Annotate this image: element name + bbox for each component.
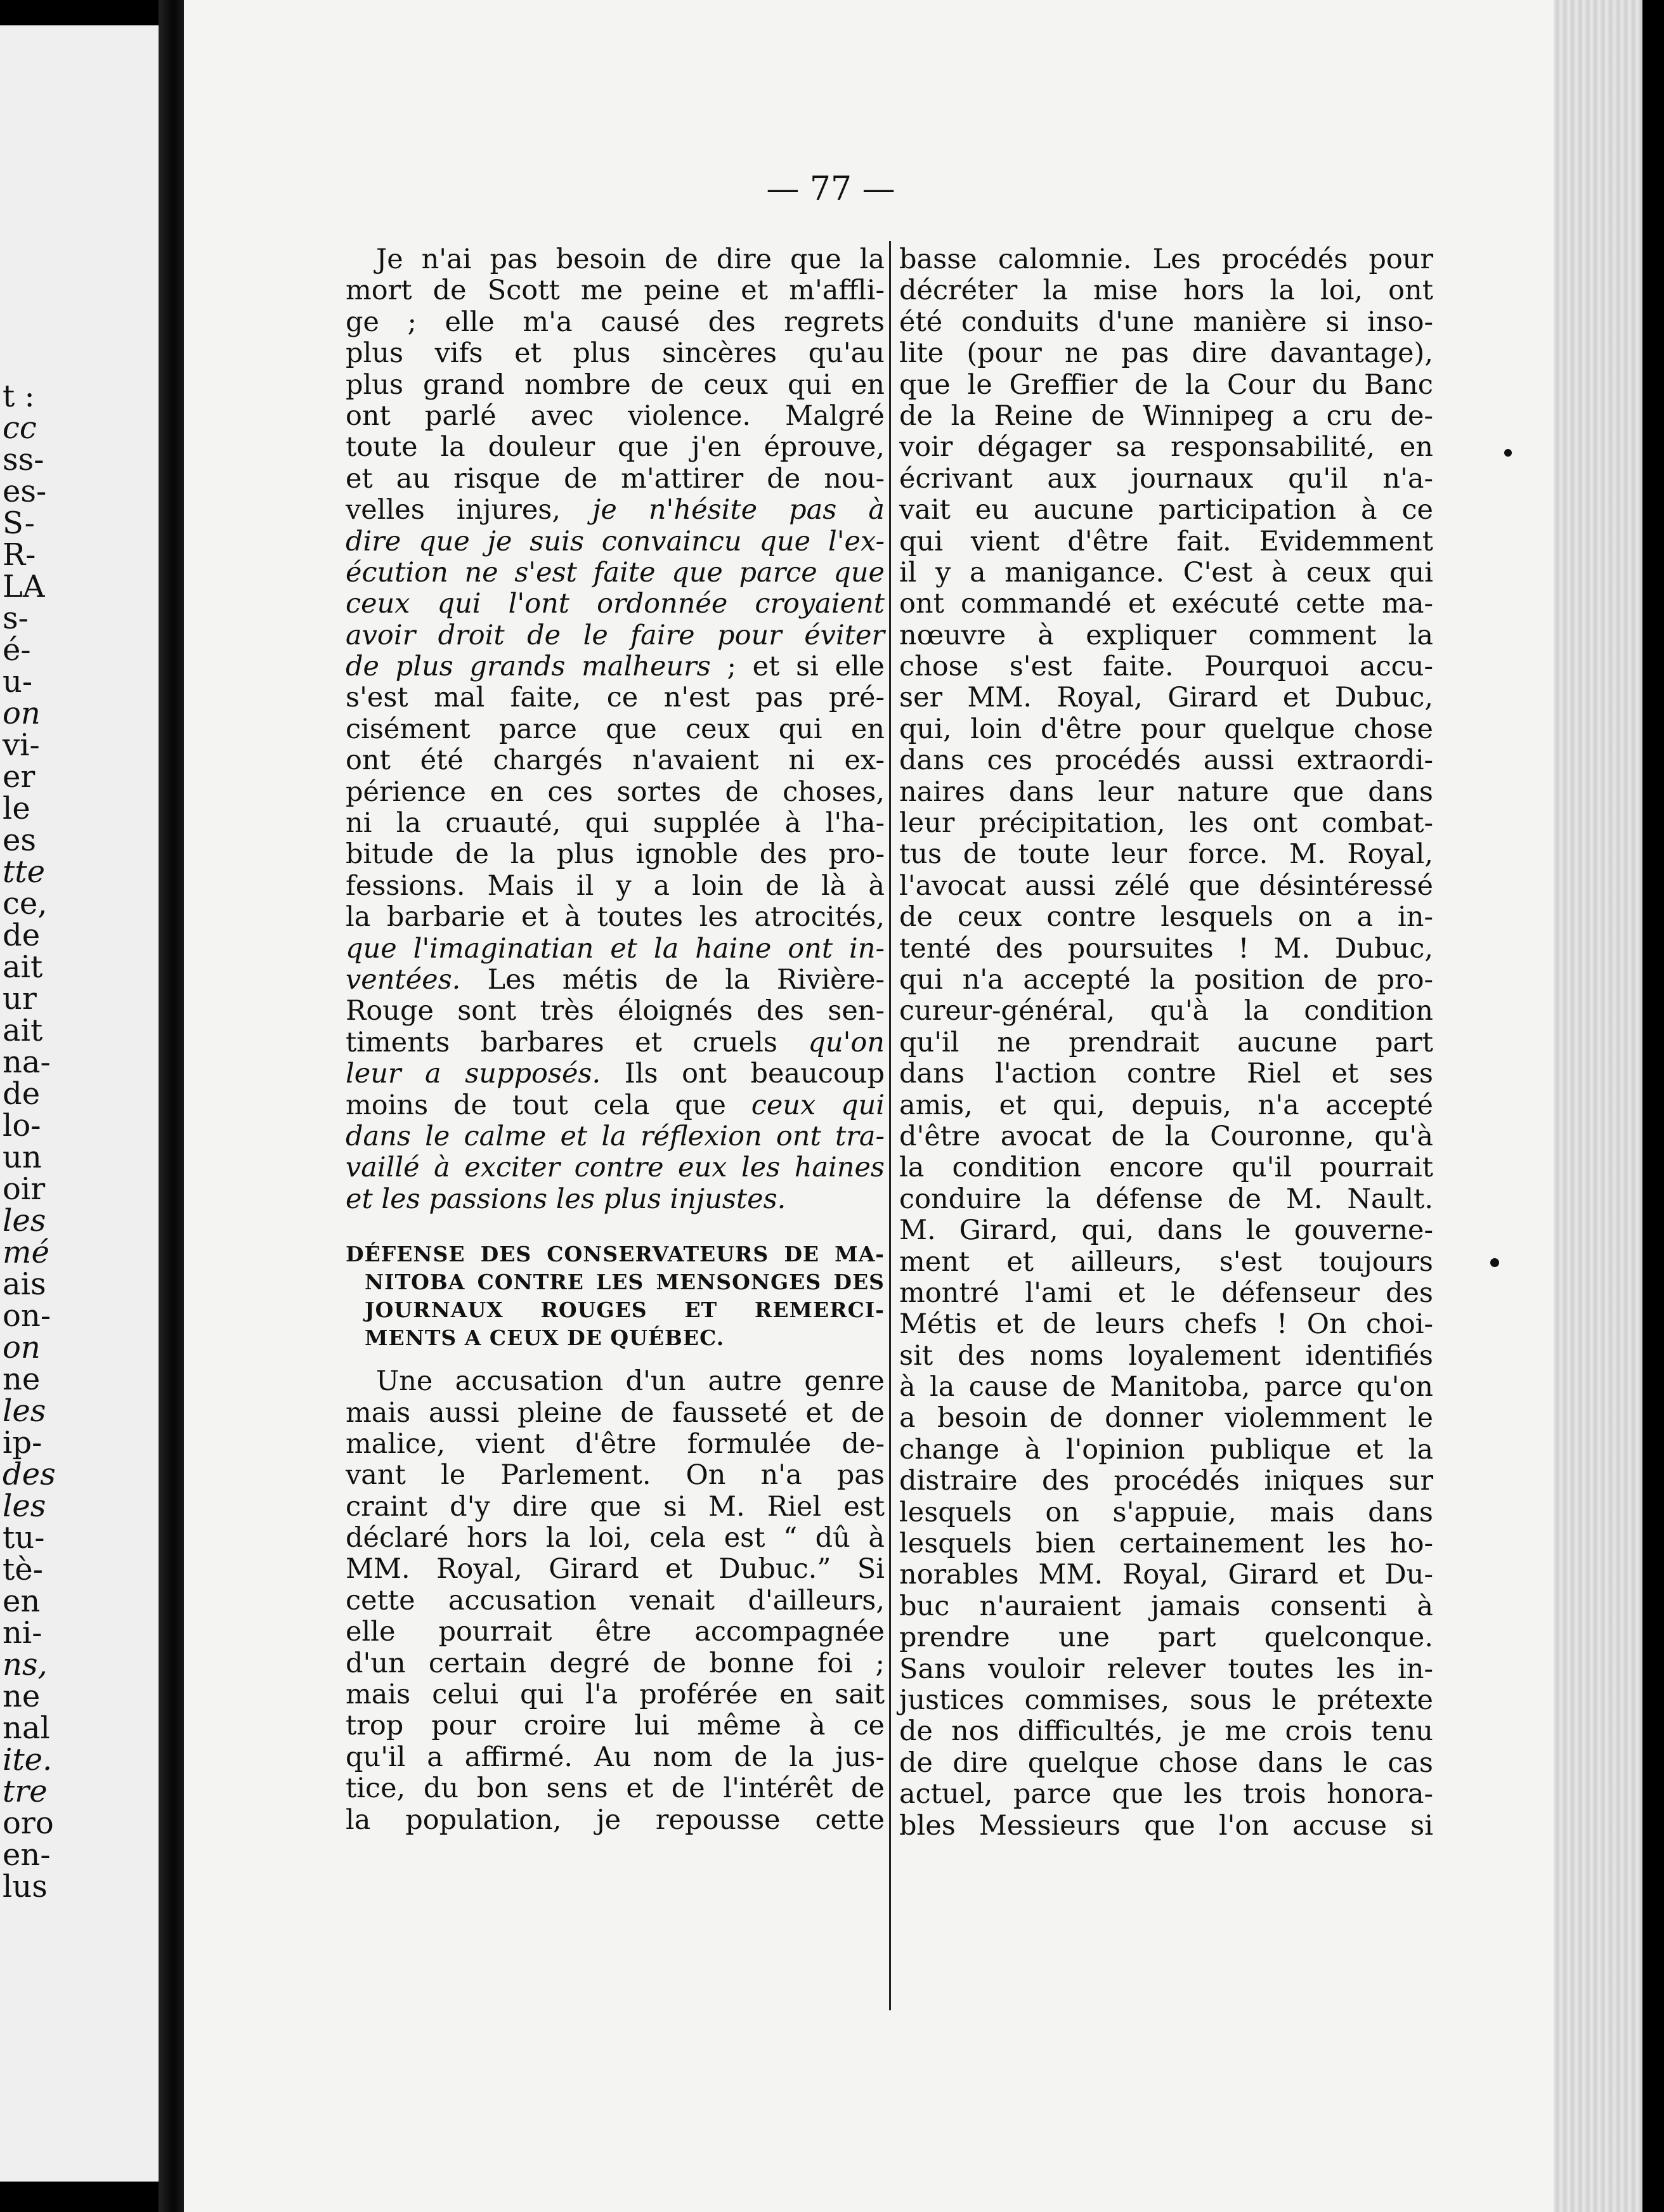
text: craint d'y dire que si M. Riel est [346,1490,885,1523]
text: cisément parce que ceux qui en [346,713,885,745]
text: lite (pour ne pas dire davantage), [899,337,1433,370]
text: toute la douleur que j'en éprouve, [346,431,885,464]
text-line [346,651,885,682]
text: naires dans leur nature que dans [899,776,1433,808]
text: Métis et de leurs chefs ! On choi- [899,1308,1433,1341]
text: ont parlé avec violence. Malgré [346,400,885,432]
text: dans ces procédés aussi extraordi- [899,745,1433,777]
text: mais celui qui l'a proférée en sait [346,1679,885,1711]
text: vait eu aucune participation à ce [899,494,1433,526]
text: prendre une part quelconque. [899,1622,1433,1654]
facing-page-text-fragments [3,381,56,1903]
italic-text: avoir droit de le faire pour éviter [346,619,885,651]
facing-page-fragment-line: S- [3,505,35,541]
text: Une accusation d'un autre genre [376,1365,885,1398]
text: de la Reine de Winnipeg a cru de- [899,400,1433,432]
text-line [899,1528,1433,1559]
text: d'un certain degré de bonne foi ; [346,1647,885,1679]
text-line [899,1716,1433,1747]
text-line [346,996,885,1027]
text-line [346,1617,885,1648]
text-line [346,1027,885,1058]
text: conduire la défense de M. Nault. [899,1183,1433,1215]
italic-text: dire que je suis convaincu que l'ex- [346,525,885,557]
text-line [899,1559,1433,1591]
text-line [899,1811,1433,1842]
text: MM. Royal, Girard et Dubuc.” Si [346,1553,885,1585]
text: de ceux contre lesquels on a in- [899,901,1433,934]
text-line [899,1278,1433,1309]
facing-page-fragment-line: de [3,918,41,953]
text: ser MM. Royal, Girard et Dubuc, [899,682,1433,714]
text: cureur-général, qu'à la condition [899,995,1433,1027]
text-line [899,244,1433,275]
text-line [899,401,1433,432]
facing-page-fragment-line: de [3,1076,41,1112]
text-line [346,934,885,965]
text-line [346,745,885,776]
facing-page-fragment-line: en [3,1584,41,1619]
text-line [899,871,1433,902]
text-line [899,1622,1433,1653]
facing-page-fragment-line: des [3,1457,56,1492]
italic-text: de plus grands malheurs [346,651,711,683]
text: de nos difficultés, je me crois tenu [899,1715,1433,1748]
text: tus de toute leur force. M. Royal, [899,838,1433,871]
text: déclaré hors la loi, cela est “ dû à [346,1522,885,1554]
text-line [346,1429,885,1460]
text: Les métis de la Rivière- [460,963,885,996]
text-line [899,589,1433,620]
facing-page-fragment-line: lo- [3,1108,41,1143]
text: qu'il ne prendrait aucune part [899,1026,1433,1058]
page-edges [1554,0,1642,2212]
text-line [899,839,1433,870]
text: velles injures, [346,494,593,526]
facing-page-fragment-line: lus [3,1869,48,1904]
text-column-left [346,244,885,1836]
text-line [899,682,1433,713]
facing-page-fragment-line: ni- [3,1615,42,1651]
facing-page-fragment-line: LA [3,569,45,604]
text-line [346,244,885,275]
text-line [346,714,885,745]
text-line [346,495,885,526]
facing-page-fragment-line: ur [3,981,37,1017]
text: justices commises, sous le prétexte [899,1684,1433,1716]
text: ge ; elle m'a causé des regrets [346,306,885,338]
text: norables MM. Royal, Girard et Du- [899,1559,1433,1591]
text-line [346,1366,885,1397]
text-line [899,1685,1433,1716]
italic-text: leur a supposés. [346,1058,601,1090]
text-line [899,1341,1433,1372]
text: mort de Scott me peine et m'affli- [346,275,885,307]
text: amis, et qui, depuis, n'a accepté [899,1089,1433,1121]
facing-page-fragment-line: oir [3,1171,46,1207]
facing-page-fragment-line: s- [3,601,29,636]
text: Ils ont beaucoup [601,1058,885,1090]
text: cette accusation venait d'ailleurs, [346,1584,885,1617]
text: sit des noms loyalement identifiés [899,1339,1433,1372]
text: Je n'ai pas besoin de dire que la [376,244,885,275]
facing-page-fragment-line: ss- [3,442,44,478]
text: plus vifs et plus sincères qu'au [346,337,885,370]
text: trop pour croire lui même à ce [346,1710,885,1742]
text: dans l'action contre Riel et ses [899,1058,1433,1090]
text-line [346,526,885,557]
facing-page-fragment-line: le [3,791,30,826]
text-line [899,370,1433,401]
section-heading-line: NITOBA CONTRE LES MENSONGES DES [365,1270,885,1295]
text: mais aussi pleine de fausseté et de [346,1396,885,1429]
italic-text: que l'imaginatian et la haine ont in- [346,932,885,965]
text-line [899,307,1433,338]
facing-page-fragment-line: ip- [3,1425,42,1461]
text-line [899,1466,1433,1497]
text-line [899,275,1433,306]
text: écrivant aux journaux qu'il n'a- [899,462,1433,495]
text-line [346,557,885,589]
text: actuel, parce que les trois honora- [899,1778,1433,1811]
italic-text: et les passions les plus injustes. [346,1183,786,1215]
text: il y a manigance. C'est à ceux qui [899,556,1433,589]
text-line [346,1773,885,1804]
text: à la cause de Manitoba, parce qu'on [899,1371,1433,1403]
text-line [899,1184,1433,1215]
text-line [899,745,1433,776]
facing-page-fragment-line: oro [3,1805,54,1841]
text: ment et ailleurs, s'est toujours [899,1246,1433,1278]
text-line [899,620,1433,651]
text-line [346,1679,885,1710]
text-line [346,902,885,933]
text-line [899,1591,1433,1622]
facing-page-fragment-line: mé [3,1235,49,1270]
text-line [346,777,885,808]
text: voir dégager sa responsabilité, en [899,431,1433,464]
facing-page-fragment-line: ais [3,1266,46,1302]
text: et au risque de m'attirer de nou- [346,462,885,495]
text-line [346,871,885,902]
text-line [899,464,1433,495]
text-line [899,965,1433,996]
text-line [899,338,1433,369]
text-line [346,1460,885,1491]
text: tenté des poursuites ! M. Dubuc, [899,932,1433,965]
text-line [899,934,1433,965]
italic-text: ventées. [346,963,461,996]
facing-page-fragment-line: les [3,1203,46,1239]
text: que le Greffier de la Cour du Banc [899,368,1433,401]
italic-text: vaillé à exciter contre eux les haines [346,1152,885,1184]
text: basse calomnie. Les procédés pour [899,244,1433,275]
facing-page-fragment-line: les [3,1488,46,1524]
facing-page-fragment-line: les [3,1393,46,1429]
text: lesquels on s'appuie, mais dans [899,1496,1433,1528]
text: qui n'a accepté la position de pro- [899,963,1433,996]
text: plus grand nombre de ceux qui en [346,368,885,401]
text: s'est mal faite, ce n'est pas pré- [346,682,885,714]
text-line [346,401,885,432]
text-line [346,1121,885,1152]
text-line [899,1497,1433,1528]
text-line [346,589,885,620]
text: chose s'est faite. Pourquoi accu- [899,651,1433,683]
text-line [346,275,885,306]
text-line [346,1648,885,1679]
text: ont été chargés n'avaient ni ex- [346,745,885,777]
text-line [899,1090,1433,1121]
text-line [899,902,1433,933]
text-line [899,996,1433,1027]
text: ont commandé et exécuté cette ma- [899,588,1433,620]
text: malice, vient d'être formulée de- [346,1428,885,1460]
text-line [899,1058,1433,1090]
facing-page-fragment-line: cc [3,410,37,446]
text-line [346,1184,885,1215]
text: bitude de la plus ignoble des pro- [346,838,885,871]
text-line [899,1779,1433,1810]
text-line [899,1121,1433,1152]
text: elle pourrait être accompagnée [346,1616,885,1648]
text-line [899,495,1433,526]
text: Rouge sont très éloignés des sen- [346,995,885,1027]
text: qu'il a affirmé. Au nom de la jus- [346,1741,885,1773]
facing-page-fragment-line: on [3,1330,41,1365]
text-line [346,338,885,369]
text: de dire quelque chose dans le cas [899,1747,1433,1779]
text-line [346,1710,885,1741]
text: timents barbares et cruels [346,1026,809,1058]
facing-page-fragment [0,25,159,2182]
text-line [346,1090,885,1121]
text-line [346,965,885,996]
facing-page-fragment-line: ite. [3,1742,53,1778]
text: bles Messieurs que l'on accuse si [899,1809,1433,1842]
text-line [346,682,885,713]
text-line [899,1309,1433,1340]
facing-page-fragment-line: na- [3,1044,51,1080]
text: a besoin de donner violemment le [899,1402,1433,1435]
text-line [346,1585,885,1617]
facing-page-fragment-line: on- [3,1298,51,1334]
text-line [899,557,1433,589]
text-line [899,1152,1433,1183]
text-line [899,714,1433,745]
text: moins de tout cela que [346,1089,751,1121]
text: Sans vouloir relever toutes les in- [899,1653,1433,1685]
italic-text: ceux qui l'ont ordonnée croyaient [346,588,885,620]
facing-page-fragment-line: ce, [3,886,48,921]
facing-page-fragment-line: ns, [3,1647,48,1682]
text: distraire des procédés iniques sur [899,1465,1433,1497]
text-line [899,808,1433,839]
facing-page-fragment-line: ait [3,949,43,985]
text-line [899,777,1433,808]
text-line [899,651,1433,682]
text-line [346,307,885,338]
text-line [346,1398,885,1429]
text-line [346,1492,885,1523]
facing-page-fragment-line: R- [3,537,36,573]
text: qui, loin d'être pour quelque chose [899,713,1433,745]
facing-page-fragment-line: nal [3,1710,50,1746]
text: M. Girard, qui, dans le gouverne- [899,1214,1433,1247]
ink-speck [1504,449,1512,457]
text: tice, du bon sens et de l'intérêt de [346,1773,885,1805]
text-line [899,1403,1433,1434]
facing-page-fragment-line: t : [3,379,35,414]
text: ni la cruauté, qui supplée à l'ha- [346,807,885,840]
ink-speck [1490,1258,1499,1267]
text: qui vient d'être fait. Evidemment [899,525,1433,557]
italic-text: ceux qui [751,1089,885,1121]
text-line [899,1435,1433,1466]
text-line [899,1027,1433,1058]
page-number: — 77 — [766,170,895,208]
text: leur précipitation, les ont combat- [899,807,1433,840]
section-heading-line: JOURNAUX ROUGES ET REMERCI- [365,1298,885,1323]
text: la condition encore qu'il pourrait [899,1152,1433,1184]
text: lesquels bien certainement les ho- [899,1528,1433,1560]
text-line [346,370,885,401]
text-line [899,1247,1433,1278]
text-line [346,1523,885,1554]
text-line [346,1554,885,1585]
text-line [346,432,885,463]
text: ; et si elle [710,651,885,683]
facing-page-fragment-line: es [3,823,37,858]
text: nœuvre à expliquer comment la [899,619,1433,651]
facing-page-fragment-line: un [3,1140,42,1175]
text: d'être avocat de la Couronne, qu'à [899,1120,1433,1152]
text: décréter la mise hors la loi, ont [899,275,1433,307]
facing-page-fragment-line: vi- [3,727,40,763]
book-gutter [159,0,184,2212]
facing-page-fragment-line: tre [3,1774,48,1809]
section-heading [346,1240,885,1352]
text-line [346,620,885,651]
text: vant le Parlement. On n'a pas [346,1459,885,1492]
italic-text: écution ne s'est faite que parce que [346,556,885,589]
text-line [899,526,1433,557]
text: buc n'auraient jamais consenti à [899,1590,1433,1622]
facing-page-fragment-line: es- [3,474,47,509]
text: l'avocat aussi zélé que désintéressé [899,869,1433,902]
facing-page-fragment-line: é- [3,632,31,668]
text: la population, je repousse cette [346,1804,885,1836]
section-heading-line: DÉFENSE DES CONSERVATEURS DE MA- [346,1242,885,1267]
facing-page-fragment-line: tè- [3,1552,43,1587]
text: change à l'opinion publique et la [899,1433,1433,1466]
text: été conduits d'une manière si inso- [899,306,1433,338]
italic-text: je n'hésite pas à [592,494,885,526]
text-line [346,808,885,839]
text: montré l'ami et le défenseur des [899,1277,1433,1309]
facing-page-fragment-line: u- [3,664,33,699]
text-line [346,464,885,495]
text-line [346,839,885,870]
text-line [899,1748,1433,1779]
text: fessions. Mais il y a loin de là à [346,869,885,902]
column-rule [889,241,891,2010]
section-heading-line: MENTS A CEUX DE QUÉBEC. [365,1325,725,1351]
text-line [899,1654,1433,1685]
facing-page-fragment-line: en- [3,1837,51,1873]
text: périence en ces sortes de choses, [346,776,885,808]
text: la barbarie et à toutes les atrocités, [346,901,885,934]
text-line [899,1372,1433,1403]
text-column-right [899,244,1433,1842]
text-line [899,1215,1433,1246]
text-line [346,1058,885,1090]
facing-page-fragment-line: ait [3,1013,43,1048]
facing-page-fragment-line: tte [3,854,45,890]
text-line [346,1152,885,1183]
facing-page-fragment-line: ne [3,1679,41,1714]
italic-text: qu'on [808,1026,885,1058]
text-line [346,1805,885,1836]
text-line [346,1742,885,1773]
text-line [899,432,1433,463]
facing-page-fragment-line: ne [3,1362,41,1397]
italic-text: dans le calme et la réflexion ont tra- [346,1120,885,1152]
facing-page-fragment-line: on [3,696,41,731]
facing-page-fragment-line: tu- [3,1520,45,1556]
facing-page-fragment-line: er [3,759,36,795]
